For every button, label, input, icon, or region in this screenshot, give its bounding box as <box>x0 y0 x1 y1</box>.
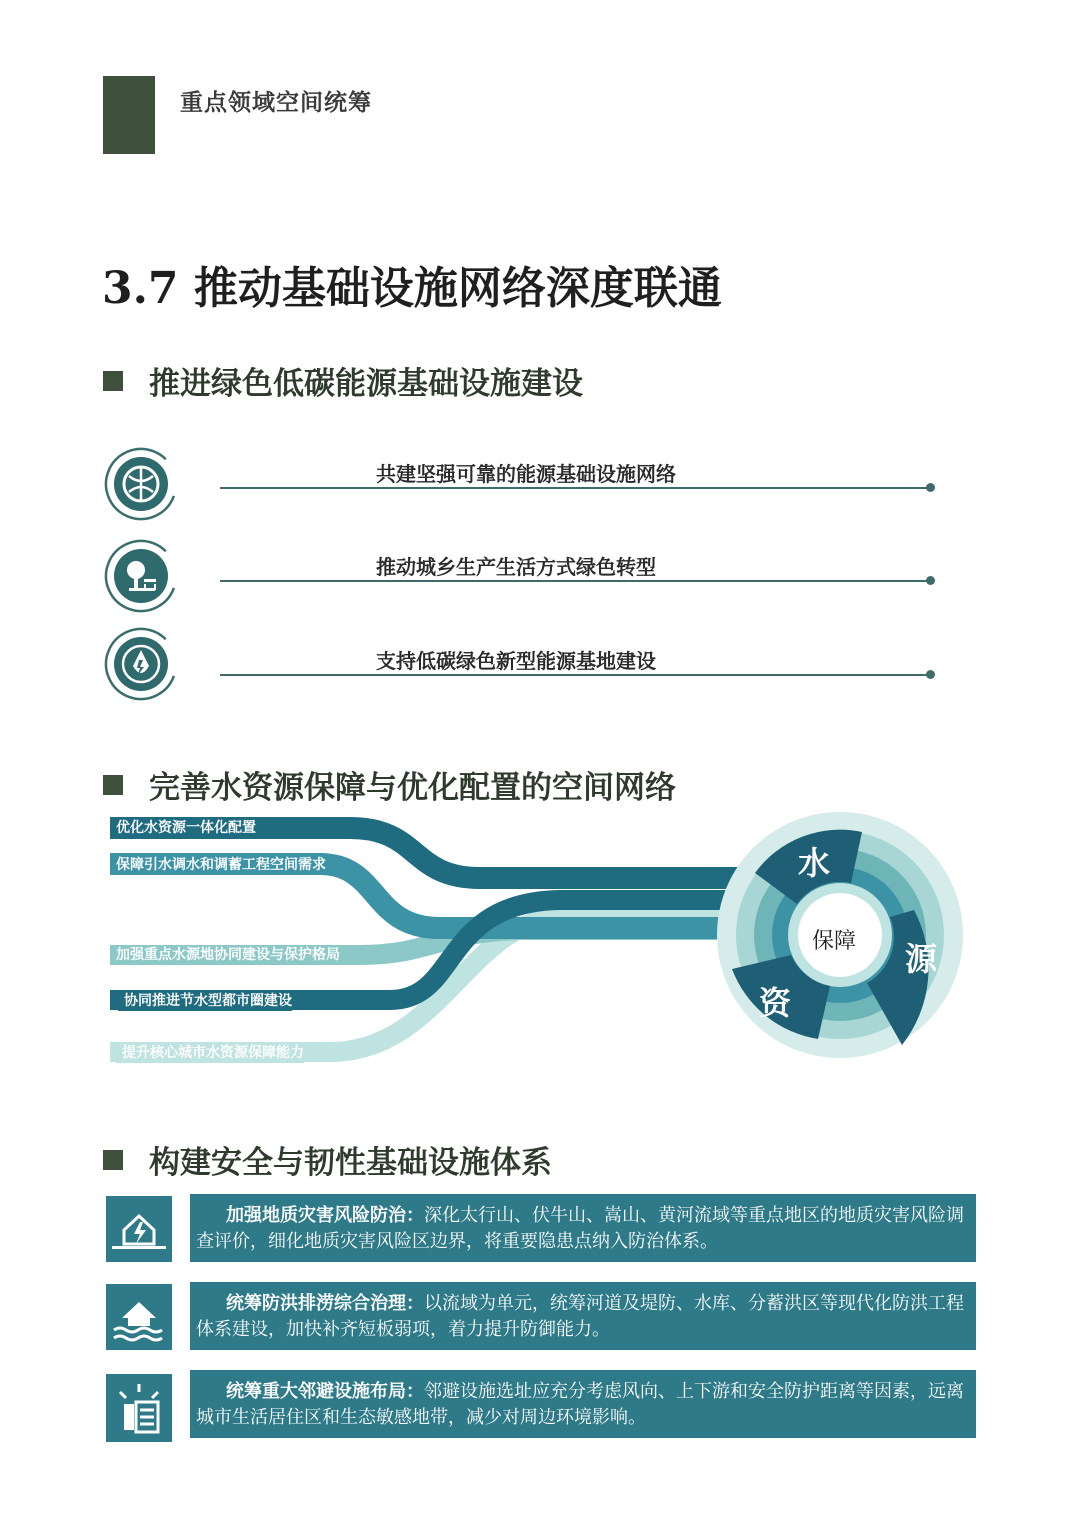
water-flow-label: 优化水资源一体化配置 <box>110 818 256 838</box>
wheel-center-label: 保障 <box>812 929 857 954</box>
water-flow-label: 协同推进节水型都市圈建设 <box>118 991 292 1011</box>
energy-item-label: 共建坚强可靠的能源基础设施网络 <box>376 462 676 486</box>
resilience-item-3 <box>190 1370 976 1438</box>
energy-item-2 <box>220 551 935 581</box>
facility-list-icon <box>106 1374 172 1442</box>
resilience-item-2 <box>190 1282 976 1350</box>
connector-line <box>220 487 929 489</box>
resilience-item-text: 深化太行山、伏牛山、嵩山、黄河流域等重点地区的地质灾害风险调查评价，细化地质灾害风险区边界，将重要隐患点纳入防治体系。 <box>196 1205 964 1252</box>
page-title: 3.7 推动基础设施网络深度联通 <box>102 263 722 314</box>
section-bullet <box>103 1150 123 1170</box>
connector-dot <box>926 670 935 679</box>
tree-bench-icon <box>103 538 179 614</box>
wheel-char-source: 源 <box>905 940 938 978</box>
connector-line <box>220 674 929 676</box>
water-flow-label: 保障引水调水和调蓄工程空间需求 <box>110 855 326 875</box>
water-flow-1 <box>110 818 360 838</box>
header-color-block <box>103 76 155 154</box>
resilience-item-lead: 统筹防洪排涝综合治理： <box>226 1293 424 1314</box>
resilience-item-text: 邻避设施选址应充分考虑风向、上下游和安全防护距离等因素，远离城市生活居住区和生态敏感地带，减少对周边环境影响。 <box>196 1381 964 1428</box>
header-section-name: 重点领域空间统筹 <box>180 89 372 116</box>
water-flow-label: 提升核心城市水资源保障能力 <box>116 1043 304 1063</box>
section-bullet <box>103 371 123 391</box>
flood-house-icon <box>106 1284 172 1350</box>
section-title: 完善水资源保障与优化配置的空间网络 <box>149 770 676 806</box>
connector-dot <box>926 483 935 492</box>
section-bullet <box>103 775 123 795</box>
connector-line <box>220 580 929 582</box>
energy-item-label: 支持低碳绿色新型能源基地建设 <box>376 649 656 673</box>
wheel-char-resource: 资 <box>759 984 792 1022</box>
resilience-item-lead: 加强地质灾害风险防治： <box>226 1205 424 1226</box>
wheel-char-water: 水 <box>798 844 831 882</box>
water-flow-4 <box>118 991 368 1011</box>
section-title: 构建安全与韧性基础设施体系 <box>149 1145 552 1181</box>
resilience-item-lead: 统筹重大邻避设施布局： <box>226 1381 424 1402</box>
resilience-item-text: 以流域为单元，统筹河道及堤防、水库、分蓄洪区等现代化防洪工程体系建设，加快补齐短板弱项，着力提升防御能力。 <box>196 1293 964 1340</box>
section-title: 推进绿色低碳能源基础设施建设 <box>149 366 583 402</box>
house-lightning-icon <box>106 1196 172 1262</box>
connector-dot <box>926 576 935 585</box>
energy-item-3 <box>220 645 935 675</box>
water-flow-3 <box>110 945 360 965</box>
water-flow-5 <box>116 1043 366 1063</box>
section-heading-energy <box>103 358 583 403</box>
water-flow-2 <box>110 855 360 875</box>
energy-item-1 <box>220 458 935 488</box>
resilience-item-1 <box>190 1194 976 1262</box>
energy-drop-icon <box>103 626 179 702</box>
water-flow-label: 加强重点水源地协同建设与保护格局 <box>110 945 340 965</box>
section-heading-resilience <box>103 1137 552 1182</box>
globe-icon <box>103 446 179 522</box>
energy-item-label: 推动城乡生产生活方式绿色转型 <box>376 555 656 579</box>
